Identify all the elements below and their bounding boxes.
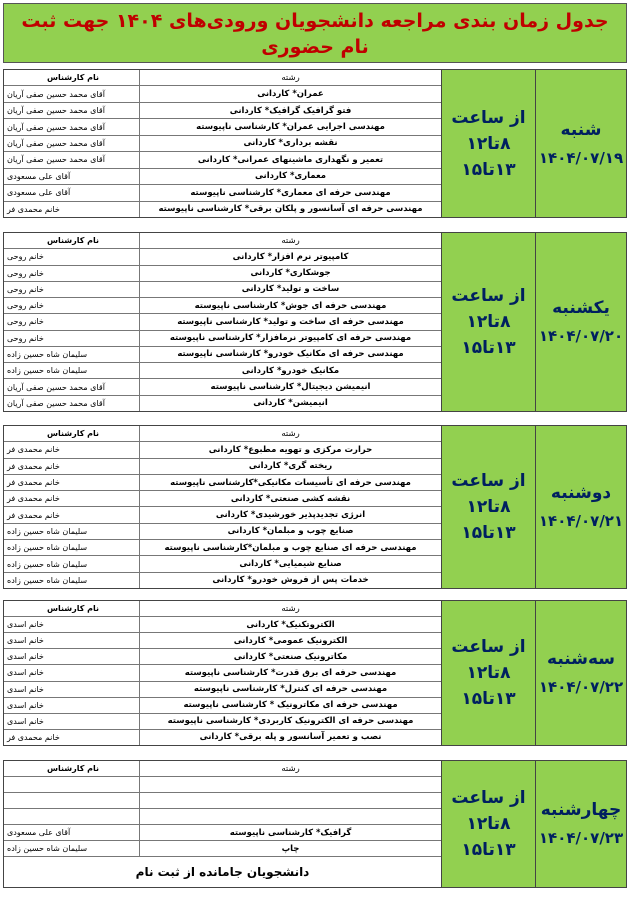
- expert-cell: خانم محمدی فر: [4, 507, 140, 522]
- table-row: [4, 665, 441, 681]
- table-row: [4, 103, 441, 119]
- major-cell: الکتروتکنیک* کاردانی: [246, 619, 335, 630]
- table-row: [4, 202, 441, 217]
- table-row: [4, 331, 441, 347]
- time-line2: ۸تا۱۲: [466, 133, 511, 154]
- expert-cell: آقای محمد حسین صفی آریان: [4, 152, 140, 167]
- expert-cell: آقای محمد حسین صفی آریان: [4, 136, 140, 151]
- expert-cell: خانم اسدی: [4, 698, 140, 713]
- major-cell: مکاترونیک صنعتی* کاردانی: [233, 651, 348, 662]
- table-row: [4, 396, 441, 411]
- expert-header: نام کارشناس: [4, 601, 140, 616]
- day-date: ۱۴۰۴/۰۷/۲۰: [538, 327, 624, 345]
- table-row: [4, 540, 441, 556]
- day-cell: [536, 426, 626, 588]
- time-cell: [442, 70, 536, 217]
- day-cell: [536, 761, 626, 887]
- table-header-row: [4, 761, 441, 777]
- major-header: رشته: [281, 72, 300, 83]
- expert-cell: خانم محمدی فر: [4, 202, 140, 217]
- time-line2: ۸تا۱۲: [466, 497, 511, 517]
- table-row: [4, 185, 441, 201]
- major-header: رشته: [281, 603, 300, 614]
- day-table: [4, 70, 442, 217]
- day-date: ۱۴۰۴/۰۷/۱۹: [538, 148, 624, 167]
- day-block: [3, 600, 627, 746]
- time-line3: ۱۳تا۱۵: [461, 159, 516, 180]
- major-cell: مهندسی حرفه ای ساخت و تولید* کارشناسی ناپیوسته: [177, 316, 404, 327]
- major-cell: نقشه کشی صنعتی* کاردانی: [230, 493, 351, 504]
- expert-cell: خانم روحی: [4, 249, 140, 264]
- major-cell: [140, 809, 441, 824]
- time-line3: ۱۳تا۱۵: [461, 840, 516, 860]
- expert-cell: سلیمان شاه حسین زاده: [4, 540, 140, 555]
- table-header-row: [4, 70, 441, 86]
- table-row: [4, 152, 441, 168]
- expert-cell: خانم اسدی: [4, 617, 140, 632]
- day-block: [3, 760, 627, 888]
- expert-cell: آقای علی مسعودی: [4, 825, 140, 840]
- page-title: جدول زمان بندی مراجعه دانشجویان ورودی‌های ۱۴۰۴ جهت ثبت نام حضوری: [3, 3, 627, 63]
- major-cell: جوشکاری* کاردانی: [250, 268, 331, 279]
- day-table: [4, 601, 442, 745]
- expert-header: نام کارشناس: [4, 233, 140, 248]
- expert-cell: خانم اسدی: [4, 682, 140, 697]
- expert-cell: خانم محمدی فر: [4, 730, 140, 745]
- expert-cell: آقای محمد حسین صفی آریان: [4, 379, 140, 394]
- day-date: ۱۴۰۴/۰۷/۲۲: [538, 678, 624, 696]
- day-cell: [536, 70, 626, 217]
- major-cell: خدمات پس از فروش خودرو* کاردانی: [212, 575, 369, 586]
- time-line1: از ساعت: [451, 107, 526, 128]
- time-line3: ۱۳تا۱۵: [461, 338, 516, 358]
- table-row: [4, 86, 441, 102]
- table-row: [4, 379, 441, 395]
- expert-cell: آقای محمد حسین صفی آریان: [4, 396, 140, 411]
- table-row: [4, 841, 441, 857]
- major-header: رشته: [281, 235, 300, 246]
- day-block: [3, 232, 627, 412]
- day-name: چهارشنبه: [540, 800, 622, 820]
- expert-cell: [4, 777, 140, 792]
- expert-cell: خانم محمدی فر: [4, 475, 140, 490]
- table-row: [4, 507, 441, 523]
- expert-cell: خانم اسدی: [4, 665, 140, 680]
- table-row: [4, 730, 441, 745]
- major-cell: مکانیک خودرو* کاردانی: [241, 365, 340, 376]
- major-cell: گرافیک* کارشناسی ناپیوسته: [229, 827, 352, 838]
- day-name: یکشنبه: [552, 298, 610, 318]
- major-cell: انیمیشن* کاردانی: [253, 398, 328, 409]
- table-row: [4, 714, 441, 730]
- expert-cell: سلیمان شاه حسین زاده: [4, 573, 140, 588]
- expert-cell: سلیمان شاه حسین زاده: [4, 524, 140, 539]
- expert-cell: خانم محمدی فر: [4, 459, 140, 474]
- major-cell: مهندسی اجرایی عمران* کارشناسی ناپیوسته: [196, 122, 385, 133]
- major-cell: مهندسی حرفه ای تأسیسات مکانیکی*کارشناسی ناپیوسته: [170, 477, 411, 488]
- expert-cell: خانم روحی: [4, 331, 140, 346]
- expert-cell: آقای محمد حسین صفی آریان: [4, 119, 140, 134]
- table-row: [4, 698, 441, 714]
- time-cell: [442, 426, 536, 588]
- expert-cell: آقای محمد حسین صفی آریان: [4, 103, 140, 118]
- table-row: [4, 136, 441, 152]
- major-cell: مهندسی حرفه ای مکاترونیک * کارشناسی ناپیوسته: [183, 700, 398, 711]
- expert-cell: خانم اسدی: [4, 714, 140, 729]
- expert-cell: سلیمان شاه حسین زاده: [4, 556, 140, 571]
- table-row: [4, 809, 441, 825]
- table-row: [4, 825, 441, 841]
- expert-cell: آقای محمد حسین صفی آریان: [4, 86, 140, 101]
- table-row: [4, 777, 441, 793]
- expert-cell: [4, 793, 140, 808]
- major-cell: مهندسی حرفه ای صنایع چوب و مبلمان*کارشناسی ناپیوسته: [164, 542, 417, 553]
- expert-cell: آقای علی مسعودی: [4, 169, 140, 184]
- time-line3: ۱۳تا۱۵: [461, 523, 516, 543]
- table-row: [4, 459, 441, 475]
- table-row: [4, 282, 441, 298]
- time-line2: ۸تا۱۲: [466, 663, 511, 683]
- major-cell: مهندسی حرفه ای جوش* کارشناسی ناپیوسته: [194, 300, 387, 311]
- major-cell: نصب و تعمیر آسانسور و پله برقی* کاردانی: [199, 732, 382, 743]
- table-row: [4, 491, 441, 507]
- expert-cell: خانم روحی: [4, 314, 140, 329]
- expert-header: نام کارشناس: [4, 70, 140, 85]
- table-row: [4, 573, 441, 588]
- table-row: [4, 119, 441, 135]
- major-cell: مهندسی حرفه ای مکانیک خودرو* کارشناسی ناپیوسته: [177, 349, 404, 360]
- major-cell: مهندسی حرفه ای برق قدرت* کارشناسی ناپیوسته: [184, 667, 397, 678]
- major-cell: صنایع چوب و مبلمان* کاردانی: [227, 526, 354, 537]
- major-cell: مهندسی حرفه ای معماری* کارشناسی ناپیوسته: [190, 187, 391, 198]
- major-cell: [140, 793, 441, 808]
- major-header: رشته: [281, 428, 300, 439]
- major-cell: مهندسی حرفه ای کنترل* کارشناسی ناپیوسته: [193, 684, 388, 695]
- major-cell: نقشه برداری* کاردانی: [243, 138, 338, 149]
- major-cell: [140, 777, 441, 792]
- expert-cell: خانم محمدی فر: [4, 442, 140, 457]
- time-cell: [442, 601, 536, 745]
- time-line2: ۸تا۱۲: [466, 312, 511, 332]
- major-cell: الکترونیک عمومی* کاردانی: [233, 635, 348, 646]
- table-row: [4, 363, 441, 379]
- expert-cell: خانم روحی: [4, 266, 140, 281]
- table-row: [4, 475, 441, 491]
- major-cell: مهندسی حرفه ای آسانسور و پلکان برقی* کارشناسی ناپیوسته: [158, 204, 423, 215]
- expert-cell: خانم اسدی: [4, 633, 140, 648]
- table-header-row: [4, 233, 441, 249]
- table-row: [4, 169, 441, 185]
- table-row: [4, 249, 441, 265]
- major-cell: حرارت مرکزی و تهویه مطبوع* کاردانی: [208, 444, 373, 455]
- expert-header: نام کارشناس: [4, 426, 140, 441]
- major-cell: صنایع شیمیایی* کاردانی: [239, 559, 342, 570]
- table-header-row: [4, 601, 441, 617]
- table-row: [4, 793, 441, 809]
- table-row: [4, 314, 441, 330]
- major-cell: چاپ: [281, 843, 300, 854]
- time-line1: از ساعت: [451, 788, 526, 808]
- day-name: شنبه: [560, 119, 602, 140]
- expert-cell: [4, 809, 140, 824]
- table-row: [4, 682, 441, 698]
- day-cell: [536, 601, 626, 745]
- day-name: سه‌شنبه: [547, 649, 615, 669]
- time-line1: از ساعت: [451, 286, 526, 306]
- day-block: [3, 425, 627, 589]
- time-line3: ۱۳تا۱۵: [461, 689, 516, 709]
- time-line1: از ساعت: [451, 471, 526, 491]
- major-cell: فتو گرافیک گرافیک* کاردانی: [229, 105, 352, 116]
- table-row: [4, 442, 441, 458]
- major-cell: انیمیشن دیجیتال* کارشناسی ناپیوسته: [210, 382, 371, 393]
- table-row: [4, 298, 441, 314]
- major-cell: ریخته گری* کاردانی: [248, 461, 333, 472]
- expert-header: نام کارشناس: [4, 761, 140, 776]
- major-cell: ساخت و تولید* کاردانی: [241, 284, 340, 295]
- day-cell: [536, 233, 626, 411]
- time-cell: [442, 761, 536, 887]
- table-row: [4, 556, 441, 572]
- table-row: [4, 347, 441, 363]
- major-header: رشته: [281, 763, 300, 774]
- late-students-note: دانشجویان جامانده از ثبت نام: [135, 865, 310, 879]
- expert-cell: سلیمان شاه حسین زاده: [4, 363, 140, 378]
- day-name: دوشنبه: [550, 483, 612, 503]
- table-row: [4, 524, 441, 540]
- day-date: ۱۴۰۴/۰۷/۲۱: [538, 512, 624, 530]
- expert-cell: سلیمان شاه حسین زاده: [4, 347, 140, 362]
- time-line2: ۸تا۱۲: [466, 814, 511, 834]
- time-cell: [442, 233, 536, 411]
- table-row: [4, 649, 441, 665]
- major-cell: انرژی تجدیدپذیر خورشیدی* کاردانی: [215, 510, 366, 521]
- day-block: [3, 69, 627, 218]
- major-cell: مهندسی حرفه ای کامپیوتر نرمافزار* کارشناسی ناپیوسته: [169, 333, 412, 344]
- table-header-row: [4, 426, 441, 442]
- major-cell: مهندسی حرفه ای الکترونیک کاربردی* کارشناسی ناپیوسته: [167, 716, 414, 727]
- table-row: [4, 617, 441, 633]
- expert-cell: سلیمان شاه حسین زاده: [4, 841, 140, 856]
- expert-cell: خانم روحی: [4, 282, 140, 297]
- time-line1: از ساعت: [451, 637, 526, 657]
- major-cell: کامپیوتر نرم افزار* کاردانی: [232, 251, 349, 262]
- day-date: ۱۴۰۴/۰۷/۲۳: [538, 829, 624, 847]
- expert-cell: خانم روحی: [4, 298, 140, 313]
- day-table: [4, 233, 442, 411]
- expert-cell: خانم محمدی فر: [4, 491, 140, 506]
- major-cell: معماری* کاردانی: [254, 171, 327, 182]
- table-row: [4, 633, 441, 649]
- expert-cell: آقای علی مسعودی: [4, 185, 140, 200]
- day-table: [4, 761, 442, 887]
- table-row: [4, 266, 441, 282]
- major-cell: تعمیر و نگهداری ماشینهای عمرانی* کاردانی: [197, 154, 384, 165]
- expert-cell: خانم اسدی: [4, 649, 140, 664]
- day-table: [4, 426, 442, 588]
- major-cell: عمران* کاردانی: [257, 89, 324, 100]
